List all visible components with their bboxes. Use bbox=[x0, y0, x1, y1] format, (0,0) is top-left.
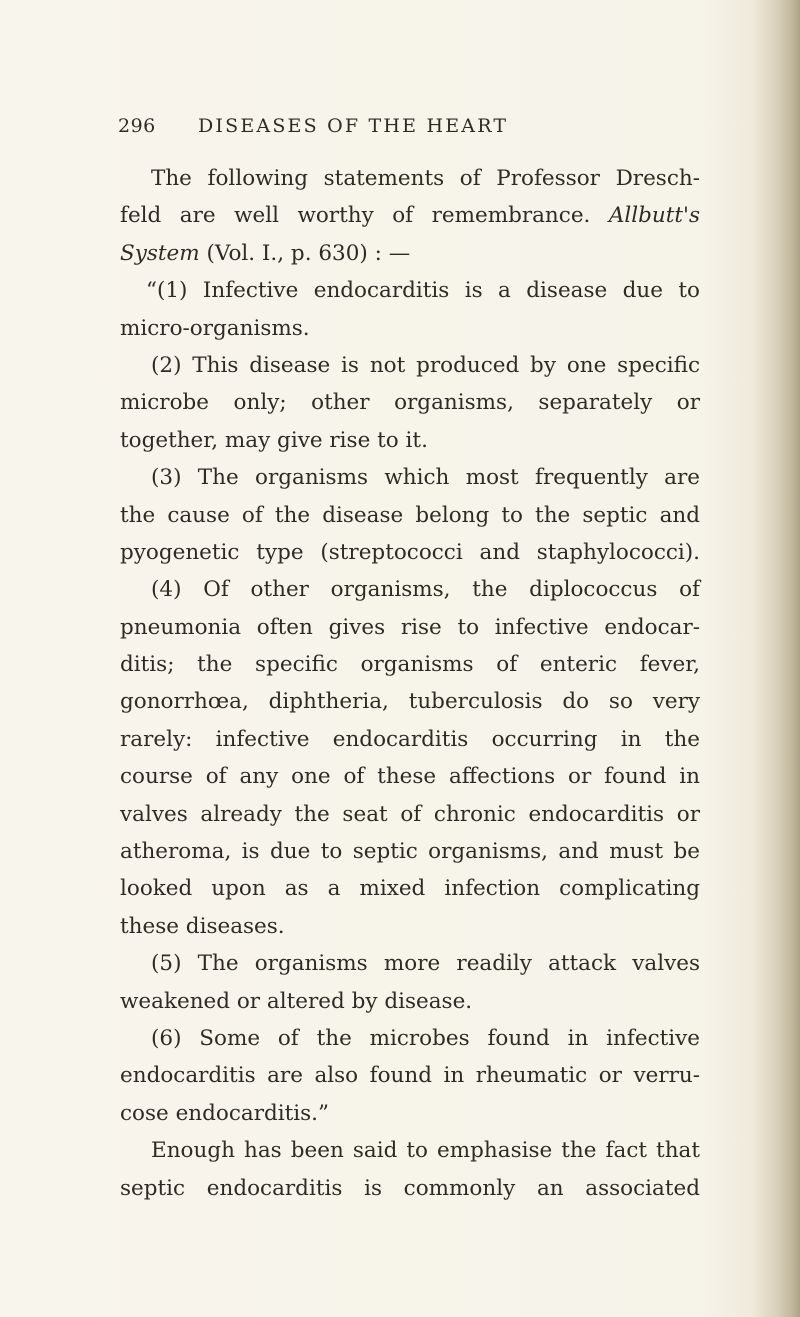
text-line: endocarditis are also found in rheumatic or verru- bbox=[120, 1063, 700, 1089]
book-title-text: Allbutt's bbox=[608, 203, 700, 229]
page-edge-shadow bbox=[778, 0, 800, 1317]
text-line: (3) The organisms which most frequently are bbox=[151, 465, 700, 491]
text-line: together, may give rise to it. bbox=[120, 427, 428, 453]
text-line: valves already the seat of chronic endocarditis or bbox=[120, 801, 700, 827]
text-line: ditis; the specific organisms of enteric fever, bbox=[120, 652, 700, 678]
text-line: microbe only; other organisms, separately or bbox=[120, 390, 700, 416]
text-line: feld are well worthy of remembrance. Allbutt's bbox=[120, 203, 700, 229]
text-line: micro-organisms. bbox=[120, 315, 310, 341]
text-line: looked upon as a mixed infection complicating bbox=[120, 876, 700, 902]
text-line: The following statements of Professor Dresch- bbox=[151, 166, 700, 191]
book-title-text: System bbox=[120, 240, 200, 266]
text-line: atheroma, is due to septic organisms, and must be bbox=[120, 839, 700, 865]
text-line: Enough has been said to emphasise the fact that bbox=[151, 1138, 700, 1164]
text-line: “(1) Infective endocarditis is a disease due to bbox=[146, 278, 700, 304]
text-line: cose endocarditis.” bbox=[120, 1100, 330, 1126]
text-line: (2) This disease is not produced by one specific bbox=[151, 352, 700, 378]
text-line: septic endocarditis is commonly an associated bbox=[120, 1175, 700, 1201]
page-number: 296 bbox=[118, 115, 156, 137]
text-line: pneumonia often gives rise to infective endocar- bbox=[120, 614, 700, 640]
text-line: rarely: infective endocarditis occurring in the bbox=[120, 726, 700, 752]
text-line: (4) Of other organisms, the diplococcus of bbox=[151, 577, 700, 603]
text-line: gonorrhœa, diphtheria, tuberculosis do so very bbox=[120, 689, 700, 715]
text-line: System (Vol. I., p. 630) : — bbox=[120, 240, 411, 266]
text-line: pyogenetic type (streptococci and staphylococci). bbox=[120, 539, 700, 565]
text-line: (5) The organisms more readily attack valves bbox=[151, 951, 700, 977]
body-text bbox=[120, 160, 700, 1207]
text-line: course of any one of these affections or found in bbox=[120, 764, 700, 790]
text-line: (6) Some of the microbes found in infective bbox=[151, 1025, 700, 1051]
text-line: the cause of the disease belong to the septic and bbox=[120, 502, 700, 528]
running-head: DISEASES OF THE HEART bbox=[198, 115, 509, 137]
text-line: weakened or altered by disease. bbox=[120, 988, 473, 1014]
page-header bbox=[0, 115, 800, 145]
text-line: these diseases. bbox=[120, 913, 285, 939]
